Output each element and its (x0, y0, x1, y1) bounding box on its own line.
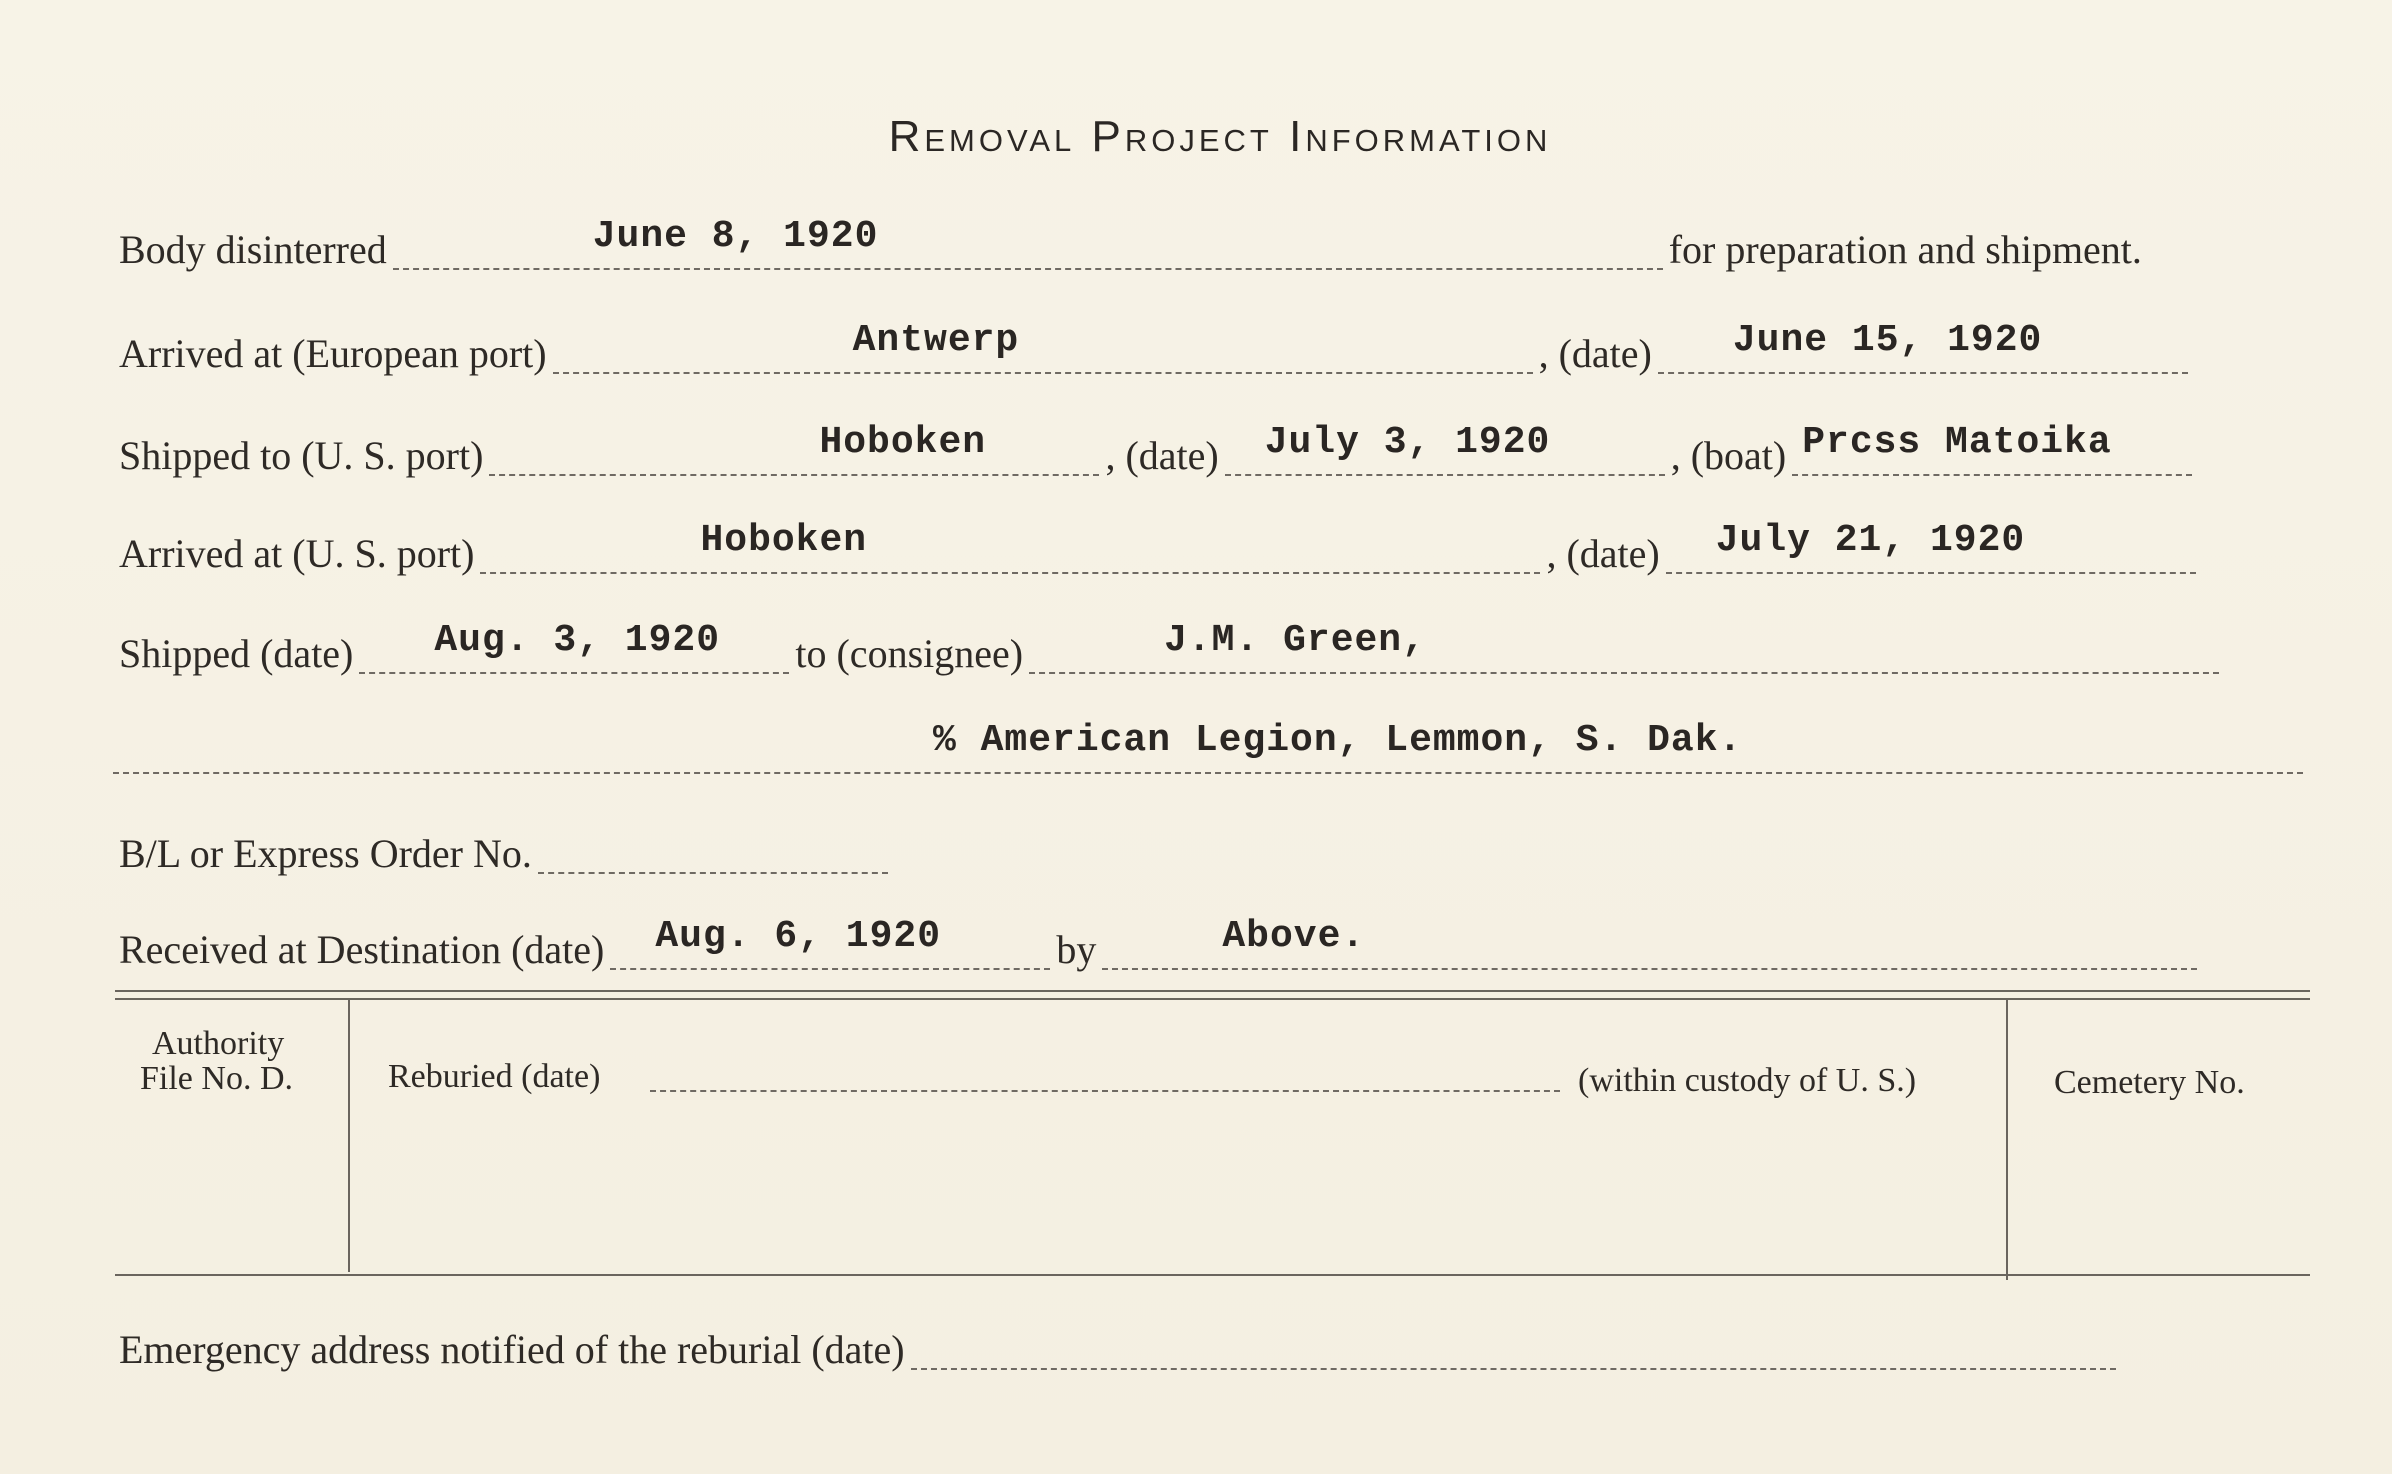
shipped-date-field[interactable] (359, 620, 789, 674)
arrived-us-port-value: Hoboken (700, 519, 868, 562)
european-port-value: Antwerp (852, 319, 1020, 362)
section-divider-top (115, 990, 2310, 992)
emergency-row (113, 1300, 2313, 1370)
arrived-european-label: Arrived at (European port) (119, 331, 547, 376)
body-disinterred-row (113, 200, 2313, 270)
arrived-us-port-field[interactable] (480, 520, 1540, 574)
authority-column-divider (348, 1000, 350, 1272)
european-port-field[interactable] (553, 320, 1533, 374)
received-date-value: Aug. 6, 1920 (655, 915, 942, 958)
received-by-label: by (1056, 927, 1097, 972)
shipped-us-date-value: July 3, 1920 (1264, 421, 1551, 464)
body-disinterred-label: Body disinterred (119, 227, 387, 272)
boat-label: , (boat) (1670, 433, 1787, 478)
shipped-us-date-field[interactable] (1225, 422, 1665, 476)
preparation-shipment-label: for preparation and shipment. (1668, 227, 2142, 272)
shipped-us-date-label: , (date) (1105, 433, 1219, 478)
shipped-row (113, 604, 2313, 674)
bl-order-field[interactable] (538, 820, 888, 874)
body-disinterred-value: June 8, 1920 (592, 215, 879, 258)
shipped-date-value: Aug. 3, 1920 (434, 619, 721, 662)
received-date-label: Received at Destination (date) (119, 927, 605, 972)
consignee-address-field[interactable] (113, 720, 2303, 774)
section-divider-bottom (115, 998, 2310, 1000)
arrived-us-row (113, 504, 2313, 574)
arrived-european-row (113, 304, 2313, 374)
consignee-address-row (113, 704, 2313, 774)
bl-order-label: B/L or Express Order No. (119, 831, 532, 876)
body-disinterred-field[interactable] (393, 216, 1663, 270)
arrived-us-label: Arrived at (U. S. port) (119, 531, 475, 576)
boat-value: Prcss Matoika (1802, 421, 2112, 464)
file-no-label: File No. D. (140, 1060, 293, 1097)
received-by-value: Above. (1222, 915, 1366, 958)
lower-section-bottom-rule (115, 1274, 2310, 1276)
received-by-field[interactable] (1102, 916, 2197, 970)
emergency-date-field[interactable] (911, 1316, 2116, 1370)
consignee-address-value: % American Legion, Lemmon, S. Dak. (933, 719, 1743, 762)
arrived-european-date-value: June 15, 1920 (1732, 319, 2043, 362)
arrived-european-date-field[interactable] (1658, 320, 2188, 374)
consignee-label: to (consignee) (795, 631, 1024, 676)
bl-order-row (113, 804, 2313, 874)
us-port-value: Hoboken (819, 421, 987, 464)
shipped-us-row (113, 406, 2313, 476)
arrived-european-date-label: , (date) (1538, 331, 1652, 376)
reburied-date-field[interactable] (650, 1090, 1560, 1092)
custody-label: (within custody of U. S.) (1578, 1062, 1917, 1099)
emergency-label: Emergency address notified of the reburial (date) (119, 1327, 905, 1372)
page-title: Removal Project Information (888, 112, 1552, 161)
consignee-value: J.M. Green, (1164, 619, 1426, 662)
authority-label: Authority (152, 1025, 285, 1062)
cemetery-column-divider (2006, 1000, 2008, 1280)
consignee-field[interactable] (1029, 620, 2219, 674)
arrived-us-date-field[interactable] (1666, 520, 2196, 574)
arrived-us-date-value: July 21, 1920 (1715, 519, 2026, 562)
received-row (113, 900, 2313, 970)
reburied-date-label: Reburied (date) (388, 1058, 601, 1095)
us-port-field[interactable] (489, 422, 1099, 476)
arrived-us-date-label: , (date) (1546, 531, 1660, 576)
shipped-us-label: Shipped to (U. S. port) (119, 433, 484, 478)
shipped-date-label: Shipped (date) (119, 631, 354, 676)
received-date-field[interactable] (610, 916, 1050, 970)
cemetery-no-label: Cemetery No. (2054, 1064, 2245, 1101)
boat-field[interactable] (1792, 422, 2192, 476)
